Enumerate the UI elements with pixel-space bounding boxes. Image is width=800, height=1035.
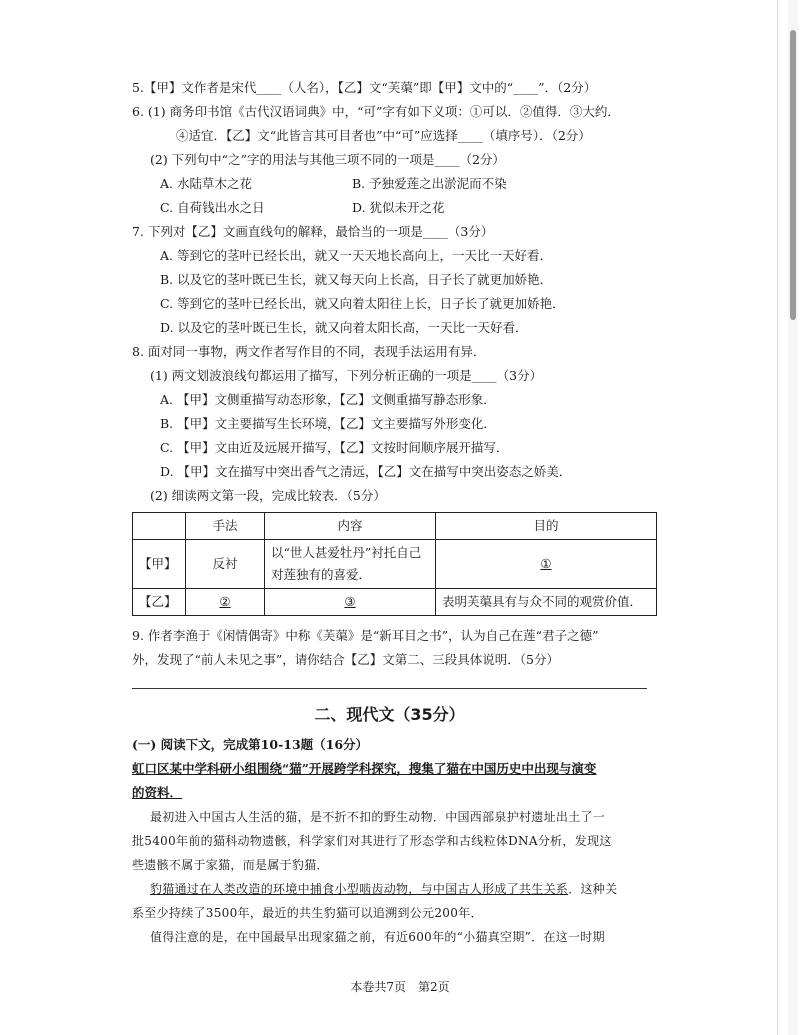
- scrollbar-thumb[interactable]: [790, 30, 796, 320]
- question-6-options-row2: [132, 196, 662, 220]
- reading-instruction: (一) 阅读下文，完成第10-13题（16分）: [132, 737, 369, 752]
- page-footer: 本卷共7页 第2页: [350, 980, 450, 994]
- passage-paragraph: 最初进入中国古人生活的猫，是不折不扣的野生动物．中国西部泉护村遗址出土了一: [150, 810, 606, 824]
- exam-page-content: [132, 76, 662, 949]
- q7-option-a: A. 等到它的茎叶已经长出，就又一天天地长高向上，一天比一天好看．: [160, 248, 552, 263]
- table-cell: 【甲】: [133, 540, 186, 589]
- table-cell-blank: ②: [186, 589, 265, 616]
- table-header-cell: 手法: [186, 513, 265, 540]
- q8-option-a: A. 【甲】文侧重描写动态形象，【乙】文侧重描写静态形象．: [160, 392, 496, 407]
- q7-option-c: C. 等到它的茎叶已经长出，就又向着太阳往上长，日子长了就更加娇艳．: [160, 296, 565, 311]
- passage-paragraph-cont: 些遗骸不属于家猫，而是属于豹猫．: [132, 858, 329, 872]
- table-cell-blank: ③: [265, 589, 436, 616]
- table-header-cell: [133, 513, 186, 540]
- question-8-part2: (2) 细读两文第一段，完成比较表．（5分）: [150, 488, 386, 503]
- section-title: 二、现代文（35分）: [314, 705, 465, 724]
- passage-intro-cont: 的资料．: [132, 785, 183, 800]
- question-7: 7. 下列对【乙】文画直线句的解释，最恰当的一项是____（3分）: [132, 224, 494, 239]
- question-9: 9. 作者李渔于《闲情偶寄》中称《芙蕖》是“新耳目之书”，认为自己在莲“君子之德”: [132, 628, 599, 643]
- table-header-cell: 目的: [436, 513, 657, 540]
- question-6-part1-cont: ④适宜．【乙】文“此皆言其可目者也”中“可”应选择____（填序号）．（2分）: [176, 128, 591, 143]
- table-cell: 表明芙蕖具有与众不同的观赏价值．: [436, 589, 657, 616]
- q8-option-b: B. 【甲】文主要描写生长环境，【乙】文主要描写外形变化．: [160, 416, 496, 431]
- question-6-part2: (2) 下列句中“之”字的用法与其他三项不同的一项是____（2分）: [150, 152, 505, 167]
- section-divider: [132, 688, 647, 689]
- question-8-part1: (1) 两文划波浪线句都运用了描写，下列分析正确的一项是____（3分）: [150, 368, 543, 383]
- question-6-part1: 6. (1) 商务印书馆《古代汉语词典》中，“可”字有如下义项：①可以．②值得．③大约．: [132, 104, 620, 119]
- underlined-sentence: 豹猫通过在人类改造的环境中捕食小型啮齿动物，与中国古人形成了共生关系: [150, 882, 569, 896]
- page-edge: [777, 0, 778, 1035]
- passage-intro: 虹口区某中学科研小组围绕“猫”开展跨学科探究，搜集了猫在中国历史中出现与演变: [132, 761, 597, 776]
- question-8: 8. 面对同一事物，两文作者写作目的不同，表现手法运用有异．: [132, 344, 486, 359]
- passage-paragraph-cont: 批5400年前的猫科动物遗骸，科学家们对其进行了形态学和古线粒体DNA分析，发现这: [132, 834, 612, 848]
- table-cell: 反衬: [186, 540, 265, 589]
- passage-paragraph: 值得注意的是，在中国最早出现家猫之前，有近600年的“小猫真空期”．在这一时期: [150, 930, 605, 944]
- table-cell: 以“世人甚爱牡丹”衬托自己对莲独有的喜爱．: [265, 540, 436, 589]
- option-b: B. 予独爱莲之出淤泥而不染: [352, 176, 507, 191]
- q7-option-b: B. 以及它的茎叶既已生长，就又每天向上长高，日子长了就更加娇艳．: [160, 272, 553, 287]
- table-row: [133, 589, 657, 616]
- option-d: D. 犹似未开之花: [352, 200, 445, 215]
- passage-paragraph-cont: 系至少持续了3500年，最近的共生豹猫可以追溯到公元200年．: [132, 906, 483, 920]
- table-header-cell: 内容: [265, 513, 436, 540]
- table-cell-blank: ①: [436, 540, 657, 589]
- question-5: 5.【甲】文作者是宋代____（人名），【乙】文“芙蕖”即【甲】文中的“____”．（2分）: [132, 80, 597, 95]
- table-cell: 【乙】: [133, 589, 186, 616]
- option-c: C. 自荷钱出水之日: [160, 200, 265, 215]
- option-a: A. 水陆草木之花: [160, 176, 252, 191]
- table-header-row: [133, 513, 657, 540]
- question-6-options-row1: [132, 172, 662, 196]
- q8-option-d: D. 【甲】文在描写中突出香气之清远，【乙】文在描写中突出姿态之娇美．: [160, 464, 572, 479]
- q8-option-c: C. 【甲】文由近及远展开描写，【乙】文按时间顺序展开描写．: [160, 440, 509, 455]
- question-9-cont: 外，发现了“前人未见之事”，请你结合【乙】文第二、三段具体说明．（5分）: [132, 652, 559, 667]
- q7-option-d: D. 以及它的茎叶既已生长，就又向着太阳长高，一天比一天好看．: [160, 320, 528, 335]
- comparison-table: [132, 512, 657, 616]
- table-row: [133, 540, 657, 589]
- passage-paragraph: 豹猫通过在人类改造的环境中捕食小型啮齿动物，与中国古人形成了共生关系．这种关: [150, 882, 618, 896]
